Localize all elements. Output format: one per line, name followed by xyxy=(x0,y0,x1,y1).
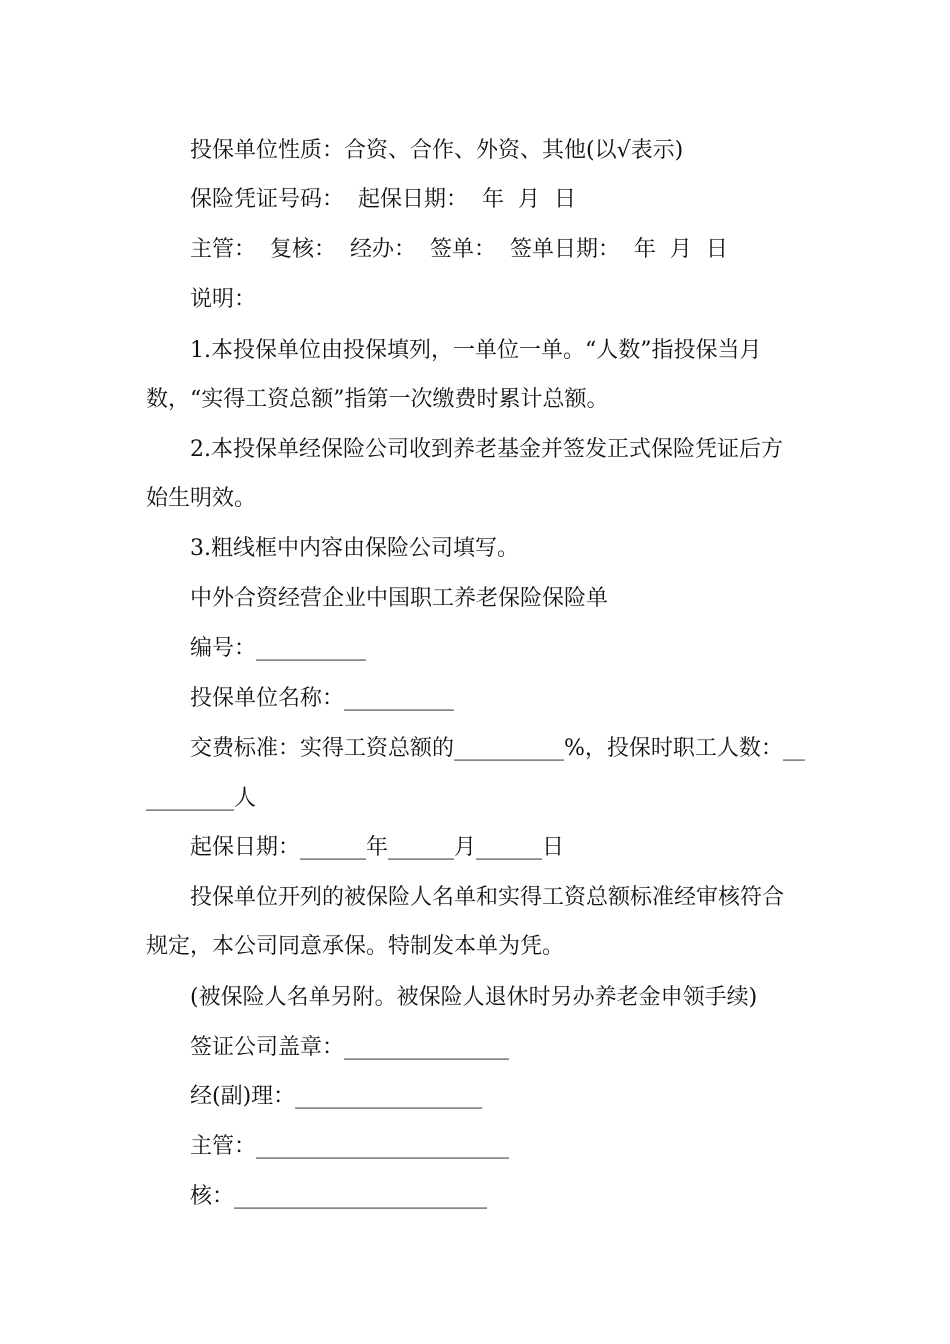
note-3: 3.粗线框中内容由保险公司填写。 xyxy=(190,536,519,561)
manager-signature: 经(副)理：_________________ xyxy=(190,1084,483,1109)
note-1-line-1: 1.本投保单位由投保填列，一单位一单。“人数”指投保当月 xyxy=(190,338,762,363)
insured-unit-nature: 投保单位性质：合资、合作、外资、其他(以√表示) xyxy=(190,138,684,163)
payment-standard-line-1: 交费标准：实得工资总额的__________%，投保时职工人数：__ xyxy=(190,736,805,761)
notes-heading: 说明： xyxy=(190,287,257,312)
checker-signature: 核：_______________________ xyxy=(190,1184,488,1209)
note-2-line-1: 2.本投保单经保险公司收到养老基金并签发正式保险凭证后方 xyxy=(190,437,783,462)
approval-text-line-1: 投保单位开列的被保险人名单和实得工资总额标准经审核符合 xyxy=(190,885,785,910)
approval-text-line-2: 规定，本公司同意承保。特制发本单为凭。 xyxy=(146,934,565,959)
policy-title: 中外合资经营企业中国职工养老保险保险单 xyxy=(190,586,609,611)
supervisor-signature: 主管：_______________________ xyxy=(190,1134,510,1159)
note-1-line-2: 数，“实得工资总额”指第一次缴费时累计总额。 xyxy=(146,387,609,412)
insured-unit-name: 投保单位名称：__________ xyxy=(190,686,455,711)
policy-number: 编号：__________ xyxy=(190,636,367,661)
certificate-number-line: 保险凭证号码： 起保日期： 年 月 日 xyxy=(190,187,576,212)
company-seal: 签证公司盖章：_______________ xyxy=(190,1035,510,1060)
payment-standard-line-2: ________人 xyxy=(146,786,257,811)
attachment-note: (被保险人名单另附。被保险人退休时另办养老金申领手续) xyxy=(190,985,758,1010)
note-2-line-2: 始生明效。 xyxy=(146,486,257,511)
signatures-line: 主管： 复核： 经办： 签单： 签单日期： 年 月 日 xyxy=(190,237,728,262)
start-date: 起保日期：______年______月______日 xyxy=(190,835,565,860)
